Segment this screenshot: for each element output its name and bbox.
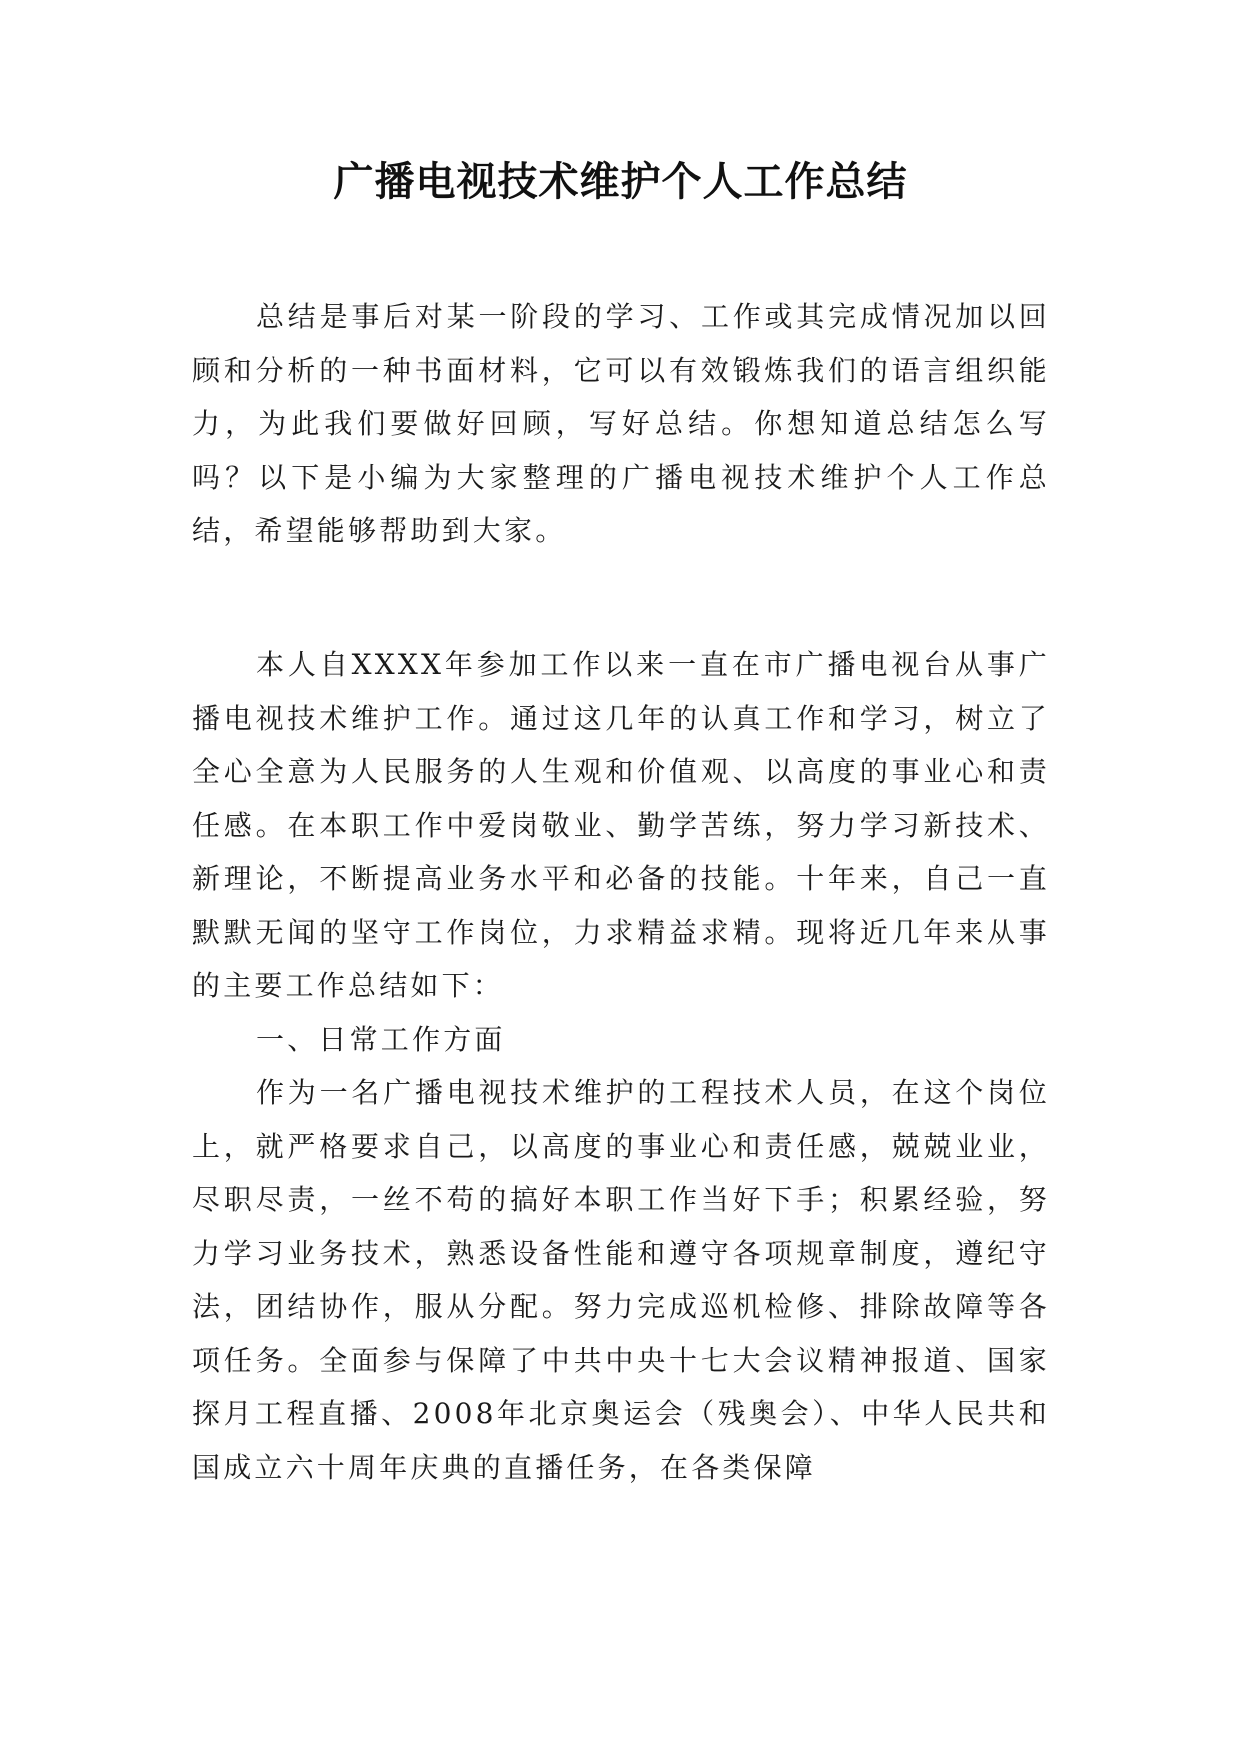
section-heading-daily-work: 一、日常工作方面	[256, 1022, 506, 1056]
intro-paragraph: 总结是事后对某一阶段的学习、工作或其完成情况加以回顾和分析的一种书面材料，它可以有效锻炼我们的语言组织能力，为此我们要做好回顾，写好总结。你想知道总结怎么写吗？以下是小编为大家整理的广播电视技术维护个人工作总结，希望能够帮助到大家。	[192, 300, 1050, 547]
body-paragraph-2: 作为一名广播电视技术维护的工程技术人员，在这个岗位上，就严格要求自己，以高度的事业心和责任感，兢兢业业，尽职尽责，一丝不苟的搞好本职工作当好下手；积累经验，努力学习业务技术，熟悉设备性能和遵守各项规章制度，遵纪守法，团结协作，服从分配。努力完成巡机检修、排除故障等各项任务。全面参与保障了中共中央十七大会议精神报道、国家探月工程直播、2008年北京奥运会（残奥会）、中华人民共和国成立六十周年庆典的直播任务，在各类保障	[192, 1076, 1050, 1484]
main-section	[192, 638, 1050, 1494]
intro-section	[192, 290, 1050, 558]
body-paragraph-1: 本人自XXXX年参加工作以来一直在市广播电视台从事广播电视技术维护工作。通过这几年的认真工作和学习，树立了全心全意为人民服务的人生观和价值观、以高度的事业心和责任感。在本职工作中爱岗敬业、勤学苦练，努力学习新技术、新理论，不断提高业务水平和必备的技能。十年来，自己一直默默无闻的坚守工作岗位，力求精益求精。现将近几年来从事的主要工作总结如下：	[192, 648, 1050, 1002]
document-title: 广播电视技术维护个人工作总结	[333, 158, 908, 205]
